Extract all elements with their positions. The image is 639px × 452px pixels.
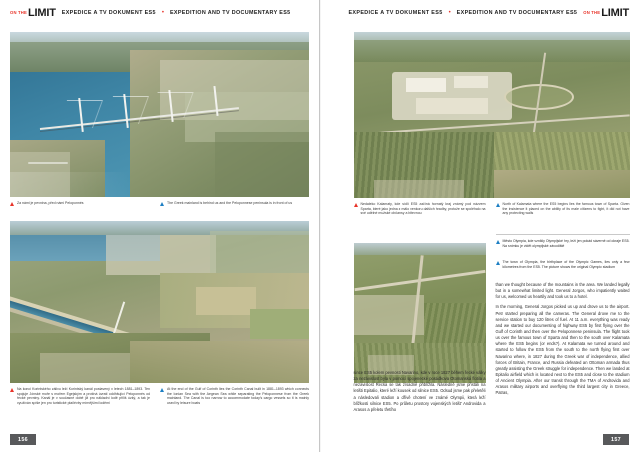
caption-marker-icon: [10, 388, 14, 392]
brand-logo-small: ON THE: [10, 10, 28, 16]
caption-right-cs-text: Nedaleko Kalamaty, kde sídlí ES5 začíná hornatý kraj známý pod názvem Sparta, které jako jedna z málo venkoru dalších hradby, protože se spoléhalo na své udélné mužské občansy a bitevnou: [360, 202, 486, 216]
caption-marker-icon: [496, 203, 500, 207]
header-title-en: EXPEDITION AND TV DOCUMENTARY ES5: [456, 10, 578, 16]
header-title-cs: EXPEDICE A TV DOKUMENT ES5: [348, 10, 443, 16]
caption-right-en: [496, 202, 630, 216]
caption-marker-icon: [10, 202, 14, 206]
brand-logo: [583, 8, 629, 19]
caption-bottom-cs-text: Na konci Korintského zálivu leží Korintský kanál postavený v letech 1881–1893. Ten spojuje Jónské moře s mořem Egejským a protíná úvratí oddhšující Peloponnés od řecké pevniny. Kanál je v současné době již pro nákladní lodě příliš úzký, a tak je využíván spíše jen pro turistické plaílévby mírnějšími loděmi: [17, 387, 150, 406]
right-page-header: [320, 0, 639, 26]
body-paragraph: since ES5 kolem pevnosti Navarino, kde v roce 1827 během řecké války za nezávislost byla v pomocí spojenecké posádkova Otomanská flotila a nezavislost Řecka se tak zísadně přiblížila. Následně jsme přistáli na letišti Epitalio, které leží kousek od silnice ES5. Odsud jsme pak přeletěli a následovali stadion a dřívě chotení ve známé Olympii, která leží blížkosti silnice ES5. Po průletu prostory vojenských letišt' Androvida a Arasos a přeletu třetího: [353, 370, 486, 412]
caption-bottom-cs: [10, 387, 150, 406]
caption-marker-icon: [160, 202, 164, 206]
caption-top-en: [160, 201, 309, 206]
body-paragraph: In the morning, General Jorgos picked us up and drove us to the airport. Petr started preparing all the cameras. The General drove me to the service station to buy 120 litres of fuel. At 11 a.m. everything was ready and we started our documenting of highway ES5 by first flying over the Gulf of Corinth and then over the Peloponnese peninsula. The flight took us over the famous town of Sparta and then to the south over Kalamata where the ES5 begins (or ends?). At Kalamata we turned around and started to follow the ES5 from the south to the north flying first over Navarino where, in 1827 during the Greek war of independence, allied forces of Britain, France, and Russia defeated an Ottoman armada thus greatly assisting the Greek struggle for independence. Then we landed at Epitalio airfield which is located next to the ES5 and close to the stadium of Ancient Olympia. After our transit through the TMA of Androvida and Arasos military airports and overflying the third largest city in Greece, Patras,: [495, 304, 630, 396]
caption-top-cs: [10, 201, 150, 206]
infobox-olympia-en-text: The town of Olympia, the birthplace of the Olympic Games, lies only a few kilometres from the ES5. The picture shows the original Olympic stadium: [502, 260, 630, 269]
header-separator-dot: •: [161, 10, 164, 16]
caption-top-en-text: The Greek mainland is behind us and the Peloponnese peninsula is in front of us: [167, 201, 293, 205]
brand-logo-big: LIMIT: [601, 6, 629, 19]
info-marker-icon: [496, 240, 500, 244]
brand-logo-big: LIMIT: [28, 6, 56, 19]
caption-top-cs-text: Za námi je pevnina, před námi Peloponnés: [17, 201, 84, 205]
caption-marker-icon: [354, 203, 358, 207]
infobox-olympia-cs: [496, 239, 630, 248]
photo-road-aerial: [354, 243, 486, 383]
page-gutter: [319, 0, 321, 452]
header-title-en: EXPEDITION AND TV DOCUMENTARY ES5: [169, 10, 291, 16]
infobox-olympia-cs-text: Město Olympia, kde vznikly Olympijské hry, leží jen pokád sáverně od okraje ES5. Na snímku je vidět olympijské závodiště: [502, 239, 630, 248]
brand-logo-small: ON THE: [583, 10, 601, 16]
right-page: [320, 0, 639, 452]
caption-right-en-text: North of Kalamata where the ES5 begins lies the famous town of Sparta. Given the insistence it placed on the ability of its male citizens to fight, it did not have any protecting walls: [502, 202, 630, 216]
body-column-right: [496, 282, 630, 401]
body-column-left: [354, 370, 486, 417]
caption-right-cs: [354, 202, 486, 216]
left-page-header: [0, 0, 319, 26]
caption-bottom-en: [160, 387, 309, 406]
photo-rio-antirrio-bridge: [10, 32, 309, 197]
photo-corinth-canal: [10, 221, 309, 383]
header-separator-dot: •: [448, 10, 451, 16]
photo-olympia-aerial: [354, 32, 630, 198]
info-marker-icon: [496, 261, 500, 265]
caption-marker-icon: [160, 388, 164, 392]
infobox-olympia-en: [496, 260, 630, 269]
caption-divider: [496, 234, 630, 235]
caption-bottom-en-text: At the end of the Gulf of Corinth lies the Corinth Canal built in 1881–1893 which connects the Ionian Sea with the Aegean Sea while separating the Peloponnese from the Greek mainland. The Canal is too narrow to accommodate today's cargo vessels so it is mainly used by leisure boats: [167, 387, 309, 406]
page-number-right: 157: [603, 434, 629, 445]
body-paragraph: than we thought because of the mountains in the area. We landed legally but in a somewhat limited light. General Jorgos, who impatiently waited for us, welcomed us heartily and took us to a hotel.: [495, 282, 630, 300]
brand-logo: [10, 8, 56, 19]
header-title-cs: EXPEDICE A TV DOKUMENT ES5: [61, 10, 156, 16]
page-number-left: 156: [10, 434, 36, 445]
